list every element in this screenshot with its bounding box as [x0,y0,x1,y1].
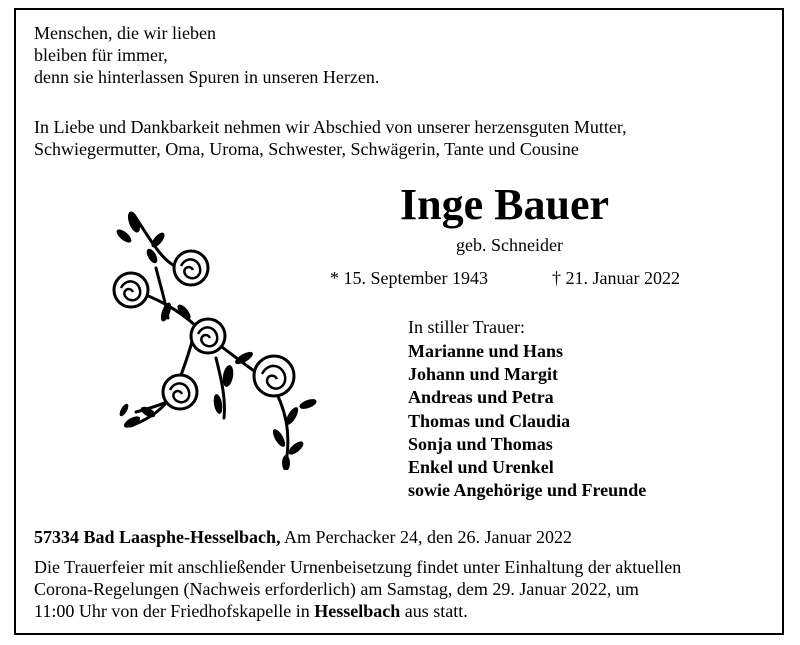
service-line: Die Trauerfeier mit anschließender Urnenbeisetzung findet unter Einhaltung der aktuellen [34,557,682,577]
intro-line: Schwiegermutter, Oma, Uroma, Schwester, Schwägerin, Tante und Cousine [34,139,579,159]
mourner-name: Andreas und Petra [408,387,554,408]
birth-date: * 15. September 1943 [330,268,488,288]
service-text: 11:00 Uhr von der Friedhofskapelle in [34,601,315,621]
maiden-name: geb. Schneider [456,235,563,255]
service-location: Hesselbach [314,601,401,621]
poem-line: bleiben für immer, [34,45,168,65]
service-line: Corona-Regelungen (Nachweis erforderlich) am Samstag, dem 29. Januar 2022, um [34,579,639,599]
mourner-name: sowie Angehörige und Freunde [408,480,647,501]
mourner-name: Enkel und Urenkel [408,456,554,477]
mourners-list [408,340,646,502]
mourner-name: Sonja und Thomas [408,433,553,454]
service-line [34,600,681,622]
service-text: aus statt. [400,601,468,621]
intro-line: In Liebe und Dankbarkeit nehmen wir Abschied von unserer herzensguten Mutter, [34,117,627,137]
poem [34,22,379,88]
mourner-name: Johann und Margit [408,364,559,385]
address-rest: Am Perchacker 24, den 26. Januar 2022 [280,527,572,547]
intro-text [34,116,627,160]
death-date: † 21. Januar 2022 [552,268,680,288]
poem-line: denn sie hinterlassen Spuren in unseren Herzen. [34,67,380,87]
mourners-heading: In stiller Trauer: [408,317,525,337]
address-city: 57334 Bad Laasphe-Hesselbach, [34,527,281,547]
mourner-name: Marianne und Hans [408,341,564,361]
poem-line: Menschen, die wir lieben [34,23,216,43]
service-info [34,556,681,622]
deceased-name: Inge Bauer [400,180,609,229]
mourner-name: Thomas und Claudia [408,410,571,431]
roses-icon [96,208,326,470]
address-line [34,526,572,548]
